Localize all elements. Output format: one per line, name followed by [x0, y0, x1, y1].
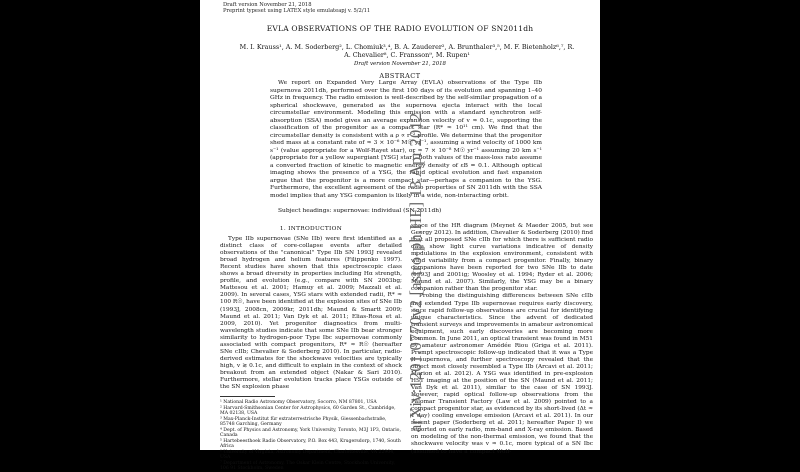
draft-version-header: Draft version November 21, 2018 — [223, 2, 312, 8]
abstract-heading: ABSTRACT — [379, 72, 421, 80]
draft-version-line: Draft version November 21, 2018 — [354, 61, 446, 67]
body-paragraph: space of the HR diagram (Meynet & Maeder 2005, but see Georgy 2012). In addition, Chevalier & Soderberg (2010) find that all proposed SNe cIIb for which there is sufficient radio data show light curve variations indicative of density modulations in the explosion environment, consistent with wind variability from a compact progenitor. Finally, binary companions have been reported for two SNe IIb to date (1993J and 2001ig; Woosley et al. 1994; Ryder et al. 2006; Maund et al. 2007). Similarly, the YSG may be a binary companion rather than the progenitor star. — [411, 223, 593, 293]
intro-paragraph: Type IIb supernovae (SNe IIb) were first identified as a distinct class of core-collapse events after detailed observations of the "canonical" Type IIb SN 1993J revealed broad hydrogen and helium features (Filippenko 1997). Recent studies have shown that this spectroscopic class shows a broad diversity in properties including Hα strength, profile, and evolution (e.g., compare with SN 2003bg; Mattesou et al. 2001; Hamuy et al. 2009; Mazzali et al. 2009). In several cases, YSG stars with extended radii, R* ≈ 100 R☉, have been identified at the explosion sites of SNe IIb (1993J, 2008cn, 2009kr, 2011dh; Maund & Smartt 2009; Maund et al. 2011; Van Dyk et al. 2011; Elias-Rosa et al. 2009, 2010). Yet progenitor diagnostics from multi-wavelength studies indicate that some SNe IIb bear stronger similarity to hydrogen-poor Type Ibc supernovae commonly associated with compact progenitors, R* ≈ R☉ (hereafter SNe cIIb; Chevalier & Soderberg 2010). In particular, radio-derived estimates for the shockwave velocities are typically high, v ≳ 0.1c, and difficult to explain in the context of shock breakout from an extended object (Nakar & Sari 2010). Furthermore, stellar evolution tracks place YSGs outside of the SN explosion phase — [220, 236, 402, 391]
footnote: ⁶ University of Virginia, Astronomy Department, Charlottesville, VA 22904, USA — [220, 449, 395, 461]
section-heading-introduction: 1. INTRODUCTION — [279, 226, 343, 232]
arxiv-identifier-stamp: arXiv:1201.0770v2 [astro-ph.HE] 13 Apr 2012 — [406, 112, 425, 432]
paper-title: EVLA OBSERVATIONS OF THE RADIO EVOLUTION OF SN2011dh — [266, 24, 534, 33]
author-list: M. I. Krauss¹, A. M. Soderberg², L. Chomiuk³,⁴, B. A. Zauderer², A. Brunthaler³,⁵, M. F. Bietenholz⁶,⁷, R. A. Chevalier⁸, C. Fransson⁹, M. Rupen¹ — [239, 43, 575, 59]
footnote: ⁷ Department of Astronomy, The Oskar Klein Centre, Stockholm University, 106 91 Stockholm, Sweden — [220, 460, 396, 472]
footnote: ¹ National Radio Astronomy Observatory, Socorro, NM 87801, USA — [220, 400, 377, 406]
left-column — [220, 223, 402, 472]
footnote: ² Harvard-Smithsonian Center for Astrophysics, 60 Garden St., Cambridge, MA 02138, USA — [220, 405, 396, 417]
paper-page — [200, 0, 600, 472]
subject-headings: Subject headings: supernovae: individual (SN 2011dh) — [278, 208, 442, 214]
abstract-text: We report on Expanded Very Large Array (EVLA) observations of the Type IIb supernova 2011dh, performed over the first 100 days of its evolution and spanning 1–40 GHz in frequency. The radio emission is well-described by the self-similar propagation of a spherical shockwave, generated as the supernova ejecta interact with the local circumstellar environment. Modeling this emission with a standard synchrotron self-absorption (SSA) model gives an average expansion velocity of v ≈ 0.1c, supporting the classification of the progenitor as a compact star (R* ≈ 10¹¹ cm). We find that the circumstellar density is consistent with a ρ ∝ r⁻² profile. We determine that the progenitor shed mass at a constant rate of ≈ 3 × 10⁻⁶ M☉ yr⁻¹, assuming a wind velocity of 1000 km s⁻¹ (value appropriate for a Wolf-Rayet star), or ≈ 7 × 10⁻⁸ M☉ yr⁻¹ assuming 20 km s⁻¹ (appropriate for a yellow supergiant [YSG] star). Both values of the mass-loss rate assume a converted fraction of kinetic to magnetic energy density of εB = 0.1. Although optical imaging shows the presence of a YSG, the rapid optical evolution and fast expansion argue that the progenitor is a more compact star—perhaps a companion to the YSG. Furthermore, the excellent agreement of the radio properties of SN 2011dh with the SSA model implies that any YSG companion is likely in a wide, non-interacting orbit. — [270, 80, 542, 199]
preprint-typeset-line: Preprint typeset using LATEX style emulateapj v. 5/2/11 — [223, 8, 371, 14]
footnote: ⁵ Hartebeesthoek Radio Observatory, P.O. Box 443, Krugersdorp, 1740, South Africa — [220, 438, 401, 450]
right-column — [411, 223, 593, 456]
body-paragraph: Probing the distinguishing differences between SNe cIIb and extended Type IIb supernovae requires early discovery, since rapid follow-up observations are crucial for identifying unique characteristics. Since the advent of dedicated transient surveys and improvements in amateur astronomical equipment, such early discoveries are becoming more common. In June 2011, an optical transient was found in M51 by amateur astronomer Amédée Riou (Griga et al. 2011). Prompt spectroscopic follow-up indicated that it was a Type II supernova, and further spectroscopy revealed that the object most closely resembled a Type IIb (Arcavi et al. 2011; Marion et al. 2012). A YSG was identified in pre-explosion HST imaging at the position of the SN (Maund et al. 2011; Van Dyk et al. 2011), similar to the case of SN 1993J. However, rapid optical follow-up observations from the Palomar Transient Factory (Law et al. 2009) pointed to a compact progenitor star, as evidenced by its short-lived (Δt ≈ 1 day) cooling envelope emission (Arcavi et al. 2011). In our recent paper (Soderberg et al. 2011; hereafter Paper I) we reported on early radio, mm-band and X-ray emission. Based on modeling of the non-thermal emission, we found that the shockwave velocity was v ≈ 0.1c, more typical of a SN Ibc (assumed to have a compact Wolf- — [411, 293, 593, 455]
footnote: ³ Max-Planck-Institut für extraterrestrische Physik, Giessenbachstraße, 85748 Garching, Germany — [220, 416, 387, 428]
footnote: ⁴ Dept. of Physics and Astronomy, York University, Toronto, M3J 1P3, Ontario, Canada — [220, 427, 401, 439]
footnote-rule — [220, 396, 275, 397]
